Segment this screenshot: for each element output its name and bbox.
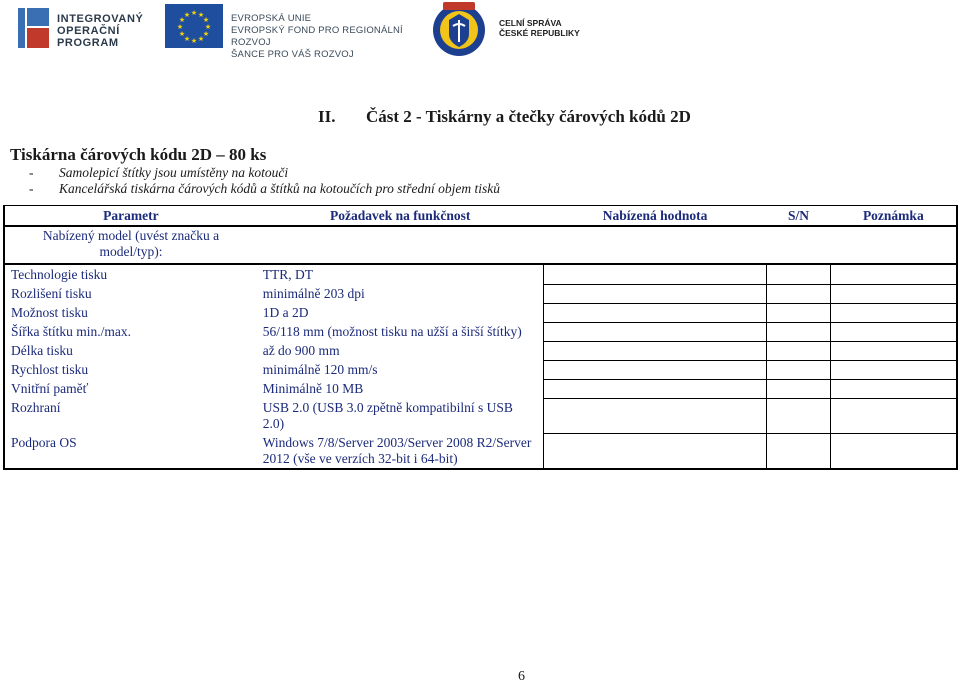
svg-text:★: ★ bbox=[197, 11, 205, 19]
param-cell: Šířka štítku min./max. bbox=[4, 322, 257, 341]
section-number: II. bbox=[318, 107, 336, 126]
svg-text:★: ★ bbox=[202, 16, 210, 24]
column-header-sn: S/N bbox=[766, 206, 830, 227]
requirement-cell: až do 900 mm bbox=[262, 343, 340, 358]
param-cell: Vnitřní paměť bbox=[4, 379, 257, 398]
iop-logo bbox=[16, 6, 156, 56]
table-row bbox=[4, 379, 957, 398]
param-cell: Podpora OS bbox=[4, 433, 257, 469]
eu-logo bbox=[165, 4, 430, 60]
param-cell: Technologie tisku bbox=[4, 264, 257, 284]
sn-cell[interactable] bbox=[766, 360, 830, 379]
svg-text:★: ★ bbox=[178, 16, 186, 24]
note-cell[interactable] bbox=[831, 341, 957, 360]
customs-emblem-icon bbox=[431, 0, 487, 64]
sn-cell[interactable] bbox=[766, 322, 830, 341]
offered-value-cell[interactable] bbox=[544, 360, 767, 379]
sn-cell[interactable] bbox=[766, 379, 830, 398]
offered-value-cell[interactable] bbox=[544, 433, 767, 469]
table-row bbox=[4, 284, 957, 303]
eu-logo-text: EVROPSKÁ UNIE EVROPSKÝ FOND PRO REGIONÁLNÍ ROZVOJ ŠANCE PRO VÁŠ ROZVOJ bbox=[231, 13, 403, 60]
offered-value-cell[interactable] bbox=[544, 398, 767, 433]
sn-cell[interactable] bbox=[766, 341, 830, 360]
page-number: 6 bbox=[518, 669, 525, 684]
table-row bbox=[4, 264, 957, 284]
table-row bbox=[4, 398, 957, 433]
item-heading: Tiskárna čárových kódu 2D – 80 ks bbox=[10, 145, 267, 164]
svg-text:★: ★ bbox=[197, 35, 205, 43]
iop-logo-text: INTEGROVANÝ OPERAČNÍ PROGRAM bbox=[57, 13, 144, 49]
requirement-cell: 56/118 mm (možnost tisku na užší a širší štítky) bbox=[262, 324, 522, 339]
table-header-row bbox=[4, 206, 957, 227]
offered-value-cell[interactable] bbox=[544, 322, 767, 341]
table-row bbox=[4, 433, 957, 469]
column-header-poznamka: Poznámka bbox=[831, 206, 957, 227]
requirement-cell: USB 2.0 (USB 3.0 zpětně kompatibilní s USB 2.0) bbox=[262, 400, 513, 431]
svg-text:★: ★ bbox=[204, 23, 212, 31]
iop-logo-mark bbox=[16, 6, 52, 54]
sn-cell[interactable] bbox=[766, 264, 830, 284]
offered-model-row bbox=[4, 226, 957, 264]
offered-model-label: Nabízený model (uvést značku a model/typ): bbox=[42, 228, 220, 259]
note-dash: - bbox=[29, 165, 34, 180]
sn-cell[interactable] bbox=[766, 433, 830, 469]
note-cell[interactable] bbox=[831, 322, 957, 341]
svg-text:★: ★ bbox=[183, 35, 191, 43]
param-cell: Rychlost tisku bbox=[4, 360, 257, 379]
svg-text:★: ★ bbox=[190, 9, 198, 17]
column-header-pozadavek: Požadavek na funkčnost bbox=[257, 206, 544, 227]
offered-value-cell[interactable] bbox=[544, 303, 767, 322]
note-cell[interactable] bbox=[831, 360, 957, 379]
param-cell: Rozhraní bbox=[4, 398, 257, 433]
note-cell[interactable] bbox=[831, 284, 957, 303]
requirement-cell: Windows 7/8/Server 2003/Server 2008 R2/Server 2012 (vše ve verzích 32-bit i 64-bit) bbox=[257, 433, 544, 469]
offered-value-cell[interactable] bbox=[544, 341, 767, 360]
requirement-cell: Minimálně 10 MB bbox=[262, 381, 364, 396]
offered-value-cell[interactable] bbox=[544, 284, 767, 303]
param-cell: Rozlišení tisku bbox=[4, 284, 257, 303]
note-cell[interactable] bbox=[831, 398, 957, 433]
table-row bbox=[4, 303, 957, 322]
section-title bbox=[318, 107, 691, 127]
customs-logo-text: CELNÍ SPRÁVA ČESKÉ REPUBLIKY bbox=[499, 18, 580, 38]
logo-header bbox=[0, 0, 960, 70]
requirement-cell: minimálně 203 dpi bbox=[262, 286, 365, 301]
note-item bbox=[29, 165, 500, 181]
note-item bbox=[29, 181, 500, 197]
eu-flag-icon bbox=[165, 4, 223, 48]
note-dash: - bbox=[29, 181, 34, 196]
sn-cell[interactable] bbox=[766, 284, 830, 303]
param-cell: Délka tisku bbox=[4, 341, 257, 360]
note-text: Samolepicí štítky jsou umístěny na kotouči bbox=[59, 165, 289, 180]
note-cell[interactable] bbox=[831, 303, 957, 322]
table-row bbox=[4, 341, 957, 360]
offered-model-cell[interactable] bbox=[4, 226, 957, 264]
svg-text:★: ★ bbox=[202, 30, 210, 38]
svg-text:★: ★ bbox=[178, 30, 186, 38]
note-cell[interactable] bbox=[831, 433, 957, 469]
table-row bbox=[4, 322, 957, 341]
note-cell[interactable] bbox=[831, 264, 957, 284]
sn-cell[interactable] bbox=[766, 303, 830, 322]
svg-text:★: ★ bbox=[190, 37, 198, 45]
note-cell[interactable] bbox=[831, 379, 957, 398]
offered-value-cell[interactable] bbox=[544, 264, 767, 284]
offered-value-cell[interactable] bbox=[544, 379, 767, 398]
requirement-cell: minimálně 120 mm/s bbox=[262, 362, 378, 377]
svg-text:★: ★ bbox=[183, 11, 191, 19]
svg-text:★: ★ bbox=[176, 23, 184, 31]
requirement-cell: 1D a 2D bbox=[262, 305, 309, 320]
param-cell: Možnost tisku bbox=[4, 303, 257, 322]
section-title-text: Část 2 - Tiskárny a čtečky čárových kódů 2D bbox=[366, 107, 691, 126]
column-header-nabizena-hodnota: Nabízená hodnota bbox=[544, 206, 767, 227]
sn-cell[interactable] bbox=[766, 398, 830, 433]
item-notes bbox=[29, 165, 500, 197]
table-row bbox=[4, 360, 957, 379]
spec-table bbox=[3, 205, 958, 470]
column-header-parametr: Parametr bbox=[4, 206, 257, 227]
customs-logo bbox=[431, 0, 581, 66]
note-text: Kancelářská tiskárna čárových kódů a štítků na kotoučích pro střední objem tisků bbox=[59, 181, 501, 196]
requirement-cell: TTR, DT bbox=[262, 267, 313, 282]
